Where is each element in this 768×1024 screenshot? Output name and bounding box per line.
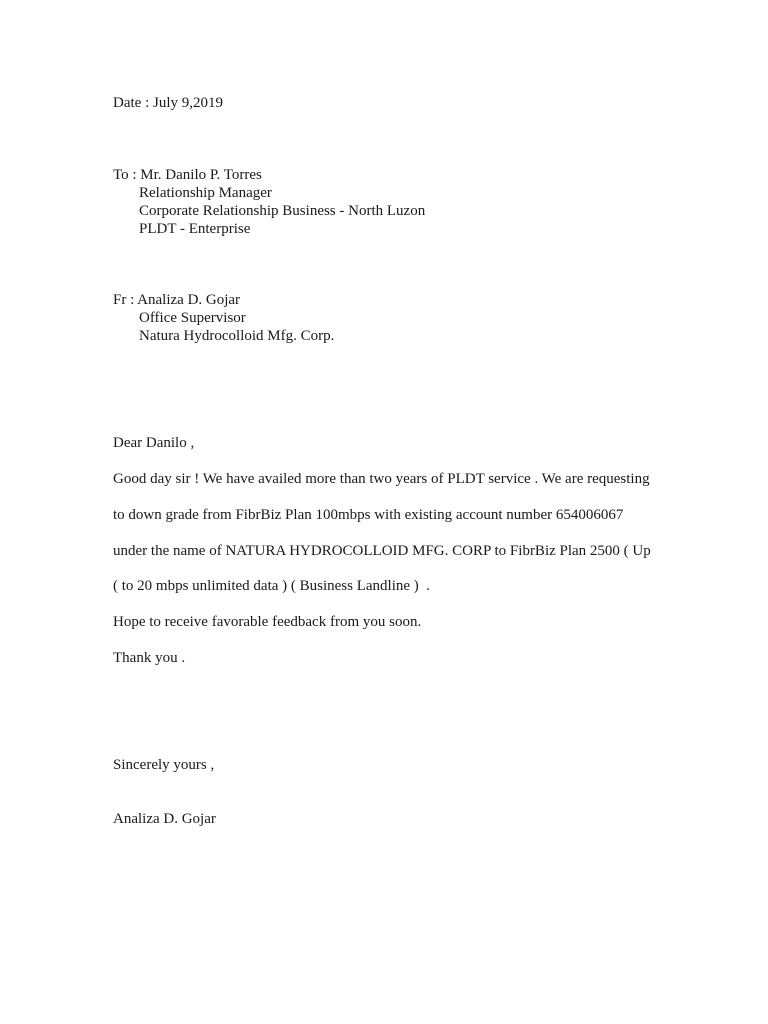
- body-line-2: to down grade from FibrBiz Plan 100mbps with existing account number 654006067: [113, 507, 624, 523]
- closing: Sincerely yours ,: [113, 757, 215, 773]
- body-line-4: ( to 20 mbps unlimited data ) ( Business Landline ) .: [113, 578, 431, 594]
- signature-name: Analiza D. Gojar: [113, 811, 216, 827]
- recipient-title: Relationship Manager: [139, 185, 272, 201]
- sender-line: Fr : Analiza D. Gojar: [113, 292, 241, 308]
- recipient-department: Corporate Relationship Business - North Luzon: [139, 203, 426, 219]
- body-line-3: under the name of NATURA HYDROCOLLOID MFG. CORP to FibrBiz Plan 2500 ( Up: [113, 543, 651, 559]
- body-line-1: Good day sir ! We have availed more than two years of PLDT service . We are requesting: [113, 471, 650, 487]
- body-line-5: Hope to receive favorable feedback from you soon.: [113, 614, 422, 630]
- recipient-company: PLDT - Enterprise: [139, 221, 251, 237]
- body-line-6: Thank you .: [113, 650, 186, 666]
- recipient-line: To : Mr. Danilo P. Torres: [113, 167, 262, 183]
- salutation: Dear Danilo ,: [113, 435, 195, 451]
- letter-date: Date : July 9,2019: [113, 95, 223, 111]
- sender-company: Natura Hydrocolloid Mfg. Corp.: [139, 328, 335, 344]
- sender-title: Office Supervisor: [139, 310, 246, 326]
